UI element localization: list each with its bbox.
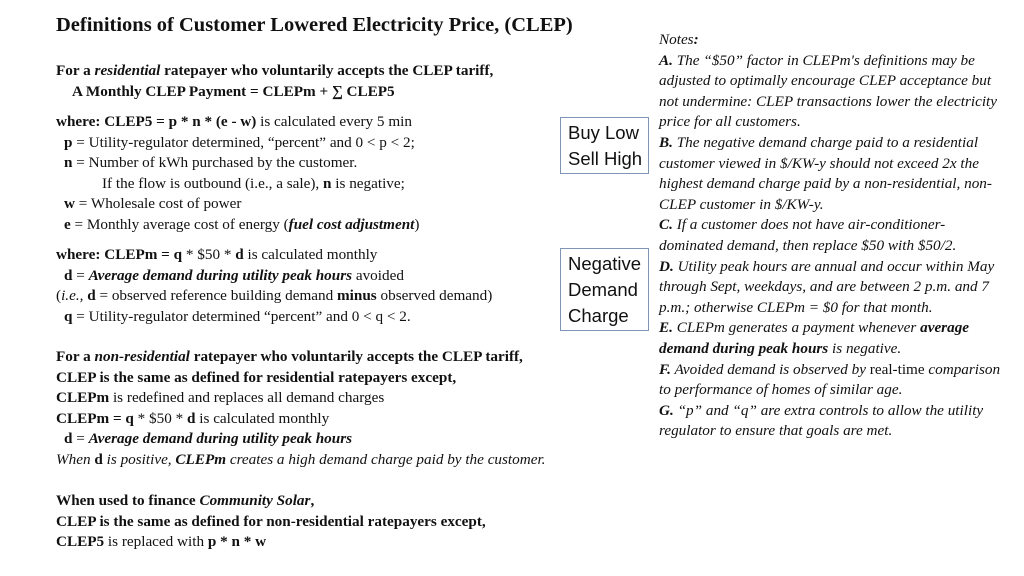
outbound-note: If the flow is outbound (i.e., a sale), n is negative;: [102, 174, 405, 192]
nonres-when-note: When d is positive, CLEPm creates a high demand charge paid by the customer.: [56, 450, 546, 468]
nonres-heading: For a non-residential ratepayer who voluntarily accepts the CLEP tariff,: [56, 348, 523, 365]
clep5-section: [56, 112, 419, 236]
community-heading: When used to finance Community Solar,: [56, 492, 315, 509]
community-same-as: CLEP is the same as defined for non-residential ratepayers except,: [56, 512, 486, 530]
note-a: A. The “$50” factor in CLEPm's definitions may be adjusted to optimally encourage CLEP acceptance but not undermine: CLEP transactions lower the electricity price for all customers.: [659, 51, 998, 131]
notes-panel: [659, 30, 1001, 442]
p-definition: p = Utility-regulator determined, “percent” and 0 < p < 2;: [64, 133, 415, 151]
negative-demand-charge-box: Negative Demand Charge: [560, 248, 649, 331]
w-definition: w = Wholesale cost of power: [64, 195, 242, 213]
note-c: C. If a customer does not have air-conditioner-dominated demand, then replace $50 with $50/2.: [659, 216, 957, 254]
nonres-same-as: CLEP is the same as defined for residential ratepayers except,: [56, 368, 457, 386]
notes-heading: Notes:: [659, 31, 699, 48]
nonres-d-definition: d = Average demand during utility peak hours: [64, 430, 353, 448]
clepm-section: [56, 245, 492, 327]
monthly-payment-formula: A Monthly CLEP Payment = CLEPm + ∑ CLEP5: [72, 82, 395, 100]
note-d: D. Utility peak hours are annual and occur within May through Sept, weekdays, and are between 2 p.m. and 7 p.m.; otherwise CLEPm = $0 for that month.: [659, 257, 995, 316]
nonres-clepm-formula: CLEPm = q * $50 * d is calculated monthly: [56, 409, 330, 427]
nonresidential-section: [56, 347, 545, 471]
d-definition: d = Average demand during utility peak hours avoided: [64, 266, 404, 284]
note-f: F. Avoided demand is observed by real-time comparison to performance of homes of similar age.: [659, 360, 1001, 399]
n-definition: n = Number of kWh purchased by the customer.: [64, 154, 358, 172]
note-g: G. “p” and “q” are extra controls to allow the utility regulator to ensure that goals are met.: [659, 401, 984, 440]
clep5-formula: where: CLEP5 = p * n * (e - w) is calculated every 5 min: [56, 113, 412, 130]
residential-heading: For a residential ratepayer who voluntarily accepts the CLEP tariff,: [56, 62, 494, 79]
ie-definition: (i.e., d = observed reference building demand minus observed demand): [56, 287, 493, 305]
community-solar-section: [56, 491, 486, 553]
nonres-clepm-redefined: CLEPm is redefined and replaces all demand charges: [56, 389, 385, 407]
clepm-formula: where: CLEPm = q * $50 * d is calculated monthly: [56, 246, 378, 263]
q-definition: q = Utility-regulator determined “percent” and 0 < q < 2.: [64, 307, 411, 325]
note-e: E. CLEPm generates a payment whenever average demand during peak hours is negative.: [659, 319, 970, 357]
buy-low-sell-high-box: Buy Low Sell High: [560, 117, 649, 174]
community-clep5-replaced: CLEP5 is replaced with p * n * w: [56, 533, 267, 551]
residential-section: [56, 61, 493, 102]
page-title: Definitions of Customer Lowered Electricity Price, (CLEP): [56, 14, 573, 36]
e-definition: e = Monthly average cost of energy (fuel cost adjustment): [64, 215, 420, 233]
note-b: B. The negative demand charge paid to a residential customer viewed in $/KW-y should not exceed 2x the highest demand charge paid by a non-residential, non-CLEP customer in $/KW-y.: [659, 133, 992, 213]
